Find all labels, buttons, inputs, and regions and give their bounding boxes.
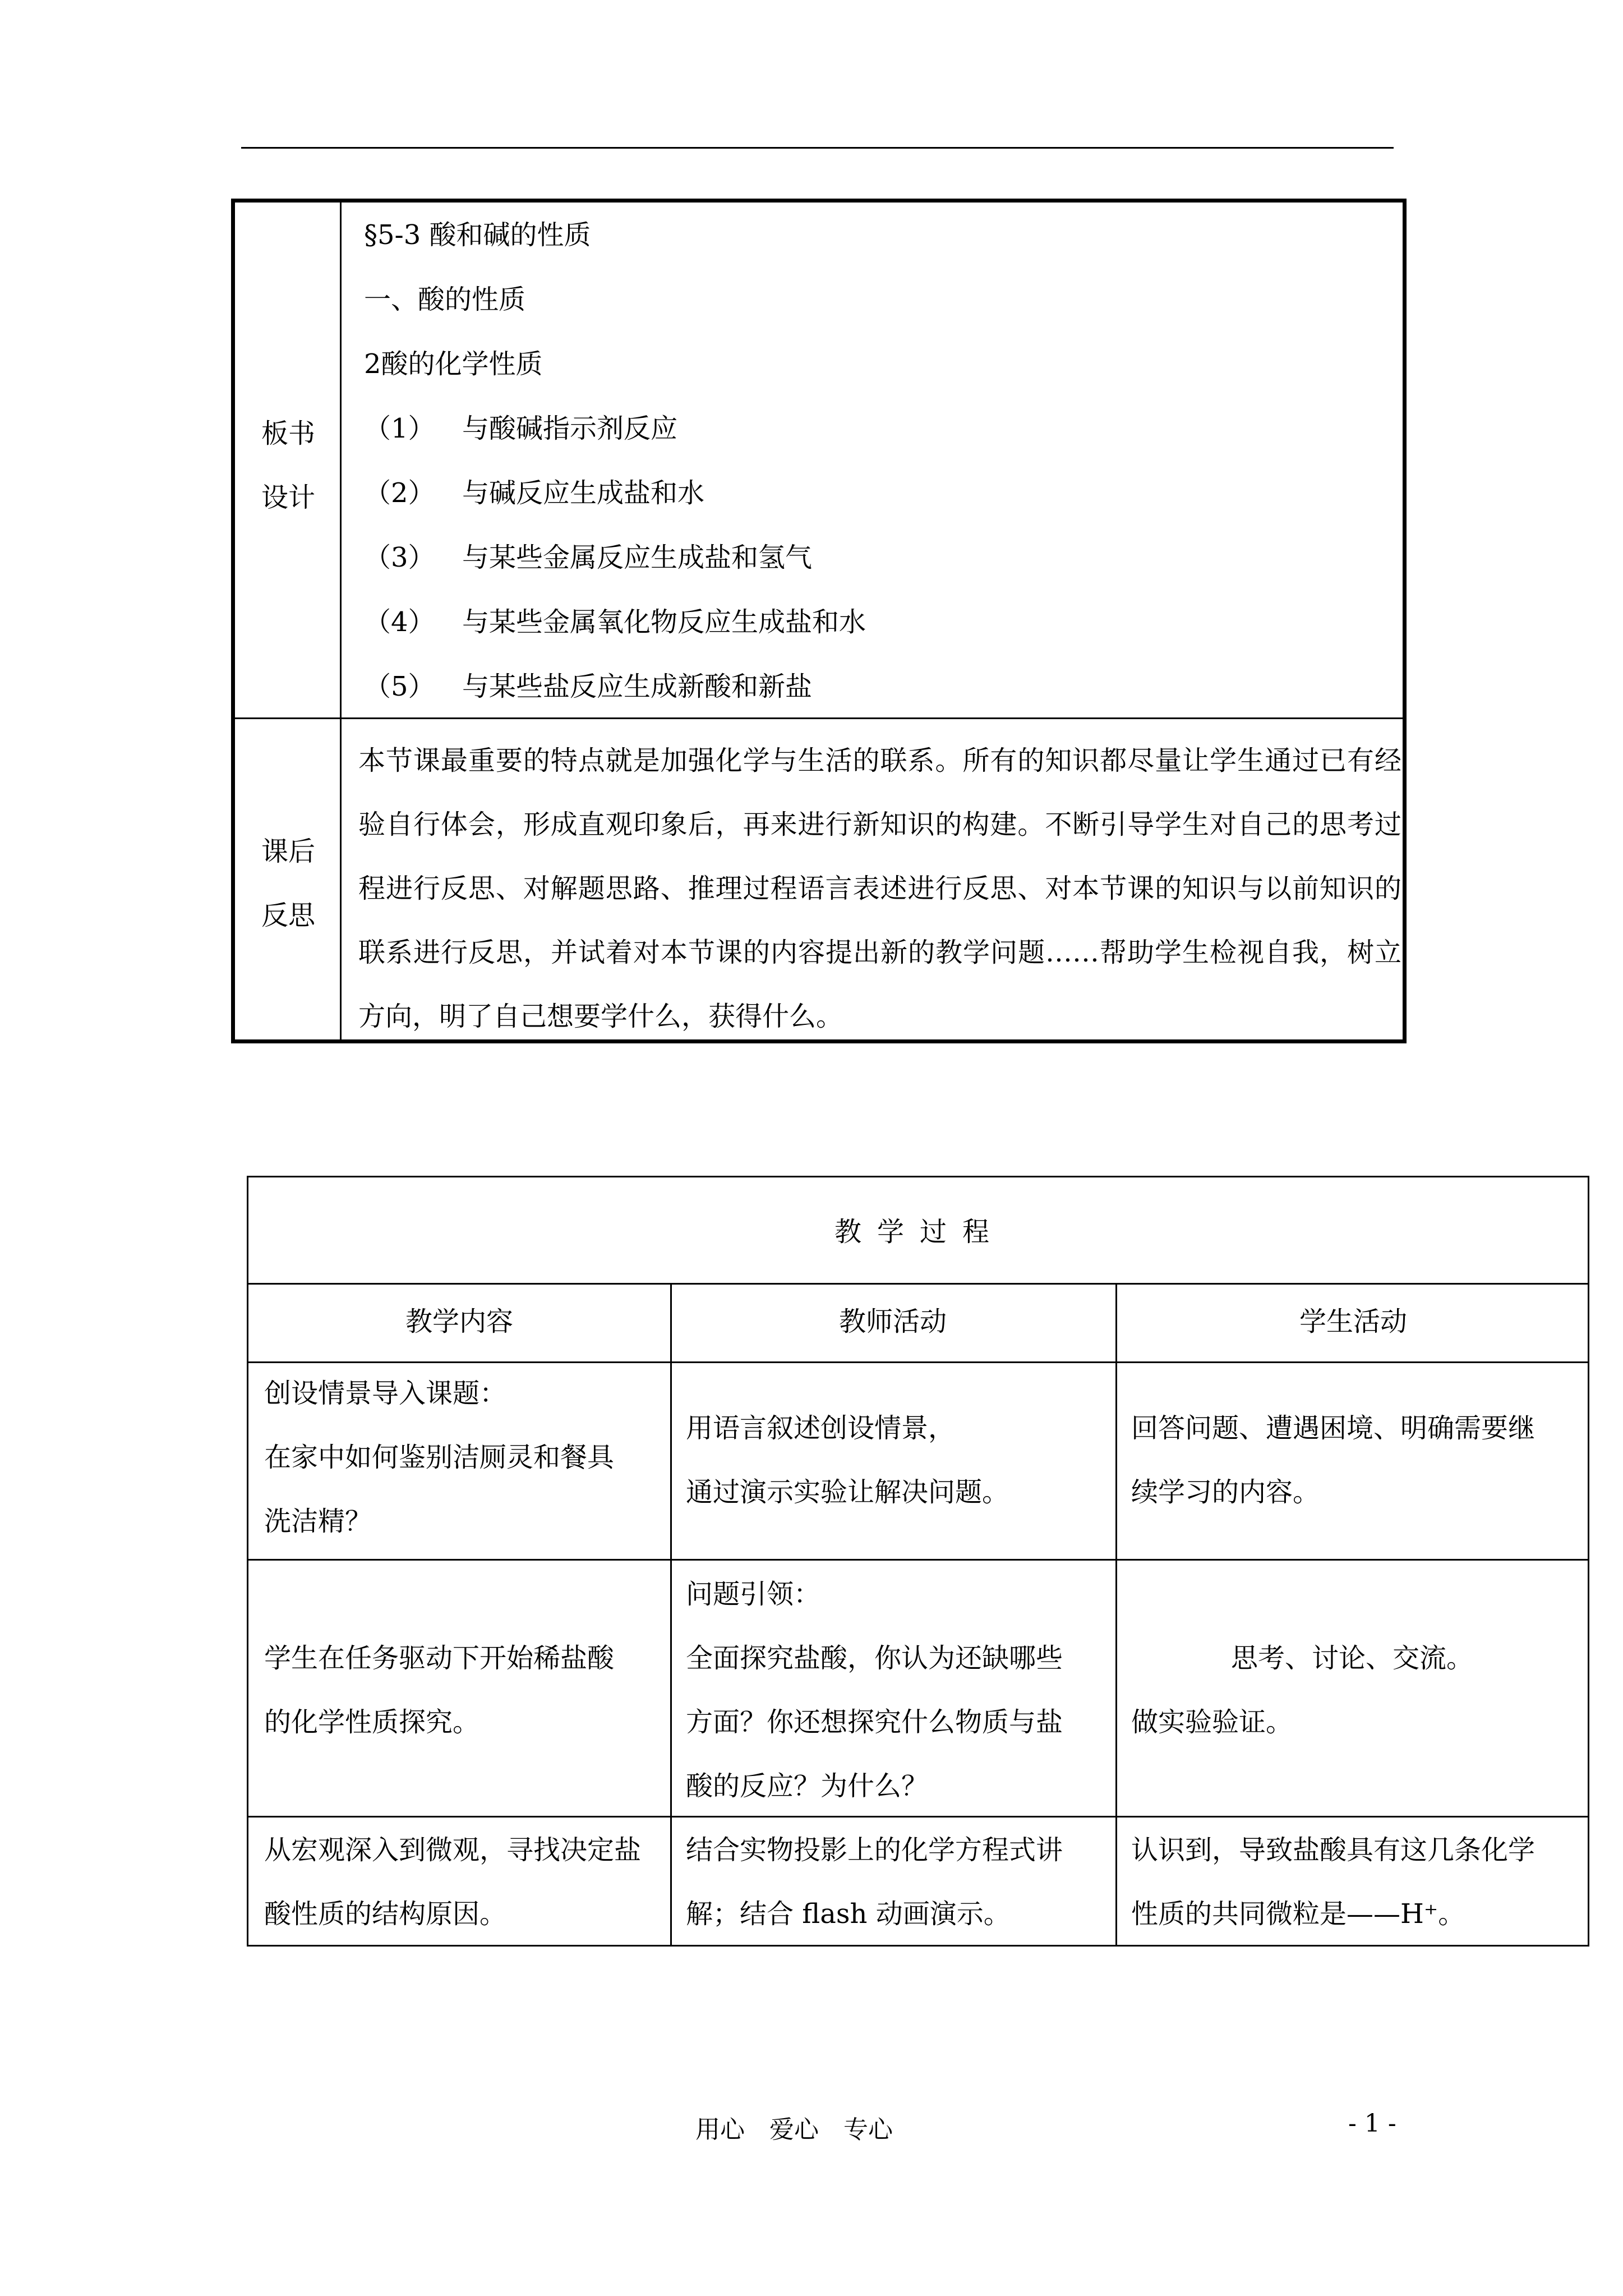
cell-line: 性质的共同微粒是——H⁺。	[1131, 1898, 1465, 1930]
table-row-2-content	[264, 1626, 614, 1754]
board-design-label-line1: 板书	[261, 418, 315, 449]
board-item-text: 与酸碱指示剂反应	[462, 413, 678, 444]
table-row-2-teacher	[686, 1562, 1063, 1818]
process-title: 教学过程	[834, 1216, 1005, 1248]
reflection-label-line1: 课后	[261, 836, 315, 867]
board-section: 一、酸的性质	[364, 284, 526, 315]
cell-line: 酸的反应？为什么？	[686, 1770, 929, 1802]
page-number: - 1 -	[1348, 2109, 1396, 2138]
board-design-table	[231, 199, 1407, 1043]
reflection-label-line2: 反思	[261, 900, 315, 931]
row-separator	[248, 1559, 1588, 1561]
board-item-number: （3）	[364, 542, 435, 573]
cell-line: 用语言叙述创设情景，	[686, 1412, 956, 1444]
cell-line: 在家中如何鉴别洁厕灵和餐具	[264, 1442, 615, 1473]
cell-line: 认识到，导致盐酸具有这几条化学	[1131, 1834, 1536, 1866]
reflection-label	[235, 820, 342, 947]
teaching-process-table	[247, 1176, 1589, 1947]
header-teacher: 教师活动	[838, 1306, 947, 1337]
cell-line: 回答问题、遭遇困境、明确需要继	[1131, 1412, 1536, 1444]
board-item-text: 与某些金属反应生成盐和氢气	[462, 542, 813, 573]
cell-line: 做实验验证。	[1131, 1706, 1293, 1738]
row-separator	[248, 1283, 1588, 1285]
table-row-3-student	[1131, 1818, 1535, 1946]
board-item-text: 与碱反应生成盐和水	[462, 477, 705, 509]
board-item-text: 与某些金属氧化物反应生成盐和水	[462, 606, 866, 638]
header-content: 教学内容	[405, 1306, 513, 1337]
cell-line: 思考、讨论、交流。	[1231, 1642, 1474, 1674]
cell-line: 全面探究盐酸，你认为还缺哪些	[686, 1642, 1063, 1674]
cell-line: 从宏观深入到微观，寻找决定盐	[264, 1834, 642, 1866]
cell-line: 问题引领：	[686, 1579, 821, 1610]
cell-line: 酸性质的结构原因。	[264, 1898, 507, 1930]
board-design-label	[235, 402, 342, 530]
footer-motto: 用心 爱心 专心	[695, 2115, 893, 2144]
cell-line: 结合实物投影上的化学方程式讲	[686, 1834, 1063, 1866]
row-separator	[235, 717, 1403, 719]
table-row-2-student	[1131, 1626, 1473, 1754]
board-item-text: 与某些盐反应生成新酸和新盐	[462, 671, 813, 702]
header-student: 学生活动	[1299, 1306, 1407, 1337]
board-item-number: （5）	[364, 671, 435, 702]
table-row-1-student	[1131, 1396, 1535, 1524]
board-design-label-line2: 设计	[261, 482, 315, 513]
board-title: §5-3 酸和碱的性质	[364, 219, 591, 251]
cell-line: 创设情景导入课题：	[264, 1378, 507, 1409]
header-rule	[241, 147, 1394, 149]
board-subsection: 2酸的化学性质	[364, 348, 543, 380]
board-item-number: （2）	[364, 477, 435, 509]
table-row-1-teacher	[686, 1396, 1009, 1524]
board-item-number: （4）	[364, 606, 435, 638]
table-row-3-teacher	[686, 1818, 1063, 1946]
cell-line: 洗洁精？	[264, 1506, 372, 1537]
column-separator	[1115, 1283, 1117, 1945]
table-row-3-content	[264, 1818, 641, 1946]
reflection-text: 本节课最重要的特点就是加强化学与生活的联系。所有的知识都尽量让学生通过已有经验自行体会，形成直观印象后，再来进行新知识的构建。不断引导学生对自己的思考过程进行反思、对解题思路、推理过程语言表述进行反思、对本节课的知识与以前知识的联系进行反思，并试着对本节课的内容提出新的教学问题……帮助学生检视自我，树立方向，明了自己想要学什么，获得什么。	[358, 745, 1401, 1032]
table-row-1-content	[264, 1361, 614, 1553]
cell-line: 续学习的内容。	[1131, 1476, 1320, 1508]
cell-line: 解；结合 flash 动画演示。	[686, 1898, 1011, 1930]
cell-line: 学生在任务驱动下开始稀盐酸	[264, 1642, 615, 1674]
column-separator	[670, 1283, 672, 1945]
cell-line: 方面？你还想探究什么物质与盐	[686, 1706, 1063, 1738]
board-item-number: （1）	[364, 413, 435, 444]
cell-line: 的化学性质探究。	[264, 1706, 480, 1738]
cell-line: 通过演示实验让解决问题。	[686, 1476, 1009, 1508]
